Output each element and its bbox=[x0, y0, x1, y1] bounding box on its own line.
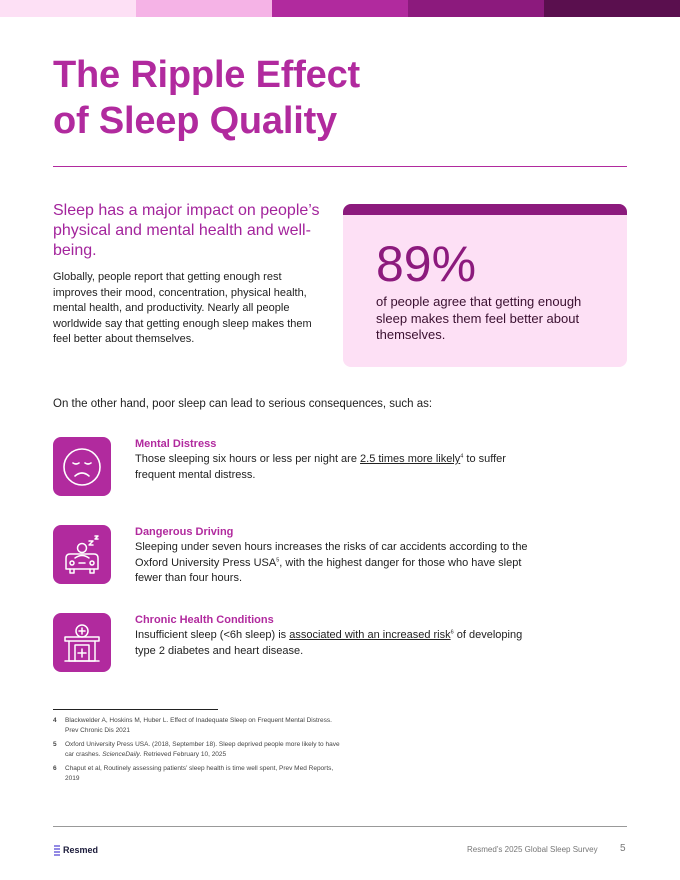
top-bar-segment-2 bbox=[136, 0, 272, 17]
footnote-item bbox=[53, 764, 353, 784]
stat-card bbox=[343, 204, 627, 367]
item-title: Mental Distress bbox=[135, 438, 217, 450]
footnote-item bbox=[53, 716, 353, 736]
citation-link[interactable]: 2.5 times more likely bbox=[360, 453, 461, 465]
footnote-text: Chaput et al, Routinely assessing patients’ sleep health is time well spent, Prev Med Reports, 2019 bbox=[65, 765, 334, 782]
footnote-text: Blackwelder A, Hoskins M, Huber L. Effect of Inadequate Sleep on Frequent Mental Distress. Prev Chronic Dis 2021 bbox=[65, 717, 332, 734]
brand-logo[interactable] bbox=[53, 843, 98, 857]
item-title: Chronic Health Conditions bbox=[135, 614, 274, 626]
transition-paragraph: On the other hand, poor sleep can lead to serious consequences, such as: bbox=[53, 398, 433, 410]
stat-value: 89% bbox=[376, 236, 477, 292]
lead-paragraph: Sleep has a major impact on people’s physical and mental health and well-being. bbox=[53, 202, 320, 259]
title-divider bbox=[53, 166, 627, 167]
item-body-text: , with the highest danger for those who have slept fewer than four hours. bbox=[135, 556, 522, 584]
footnote-number: 5 bbox=[53, 741, 57, 748]
page-title bbox=[53, 52, 360, 144]
top-bar-segment-5 bbox=[544, 0, 680, 17]
footnotes bbox=[53, 716, 353, 788]
top-color-bar bbox=[0, 0, 680, 17]
footer-divider bbox=[53, 826, 627, 827]
footnote-number: 4 bbox=[53, 717, 57, 724]
item-body-text: Those sleeping six hours or less per night are bbox=[135, 453, 361, 465]
footnote-item bbox=[53, 740, 353, 760]
page-number: 5 bbox=[620, 843, 626, 854]
stat-description: of people agree that getting enough sleep makes them feel better about themselves. bbox=[376, 294, 582, 342]
item-body-text: Insufficient sleep (<6h sleep) is bbox=[135, 629, 290, 641]
item-body-text: Sleeping under seven hours increases the risks of car accidents according to the Oxford University Press USA bbox=[135, 541, 528, 569]
citation-link[interactable]: associated with an increased risk bbox=[289, 629, 451, 641]
footnote-ref: 6 bbox=[450, 629, 454, 636]
footnote-source-name: ScienceDaily bbox=[102, 751, 140, 758]
resmed-logo-icon bbox=[53, 844, 61, 856]
page-title-line-2: of Sleep Quality bbox=[53, 100, 337, 142]
brand-name: Resmed bbox=[63, 845, 99, 855]
item-body bbox=[135, 540, 545, 587]
footnote-text bbox=[65, 740, 340, 760]
page-title-line-1: The Ripple Effect bbox=[53, 54, 360, 96]
footnote-text-part: Oxford University Press USA. (2018, September 18). Sleep deprived people more likely to have car crashes. bbox=[65, 741, 340, 758]
footnote-text-part: . Retrieved February 10, 2025 bbox=[139, 751, 227, 758]
hospital-icon bbox=[53, 613, 111, 672]
drowsy-driver-icon bbox=[53, 525, 111, 584]
top-bar-segment-4 bbox=[408, 0, 544, 17]
footnote-ref: 5 bbox=[276, 556, 280, 563]
footnote-ref: 4 bbox=[460, 453, 464, 460]
top-bar-segment-1 bbox=[0, 0, 136, 17]
item-title: Dangerous Driving bbox=[135, 526, 234, 538]
item-body bbox=[135, 452, 545, 483]
item-body-text: to suffer frequent mental distress. bbox=[135, 453, 506, 481]
top-bar-segment-3 bbox=[272, 0, 408, 17]
item-body bbox=[135, 628, 545, 659]
footnote-divider bbox=[53, 709, 218, 710]
stat-card-header-bar bbox=[343, 204, 627, 215]
intro-paragraph: Globally, people report that getting enough rest improves their mood, concentration, physical health, mental health, and productivity. Nearly all people worldwide say that getting enough sleep makes them feel better about themselves. bbox=[53, 271, 312, 345]
footer-survey-title: Resmed’s 2025 Global Sleep Survey bbox=[467, 845, 598, 854]
item-body-text: of developing type 2 diabetes and heart disease. bbox=[135, 629, 523, 657]
sad-face-icon bbox=[53, 437, 111, 496]
footnote-number: 6 bbox=[53, 765, 57, 772]
